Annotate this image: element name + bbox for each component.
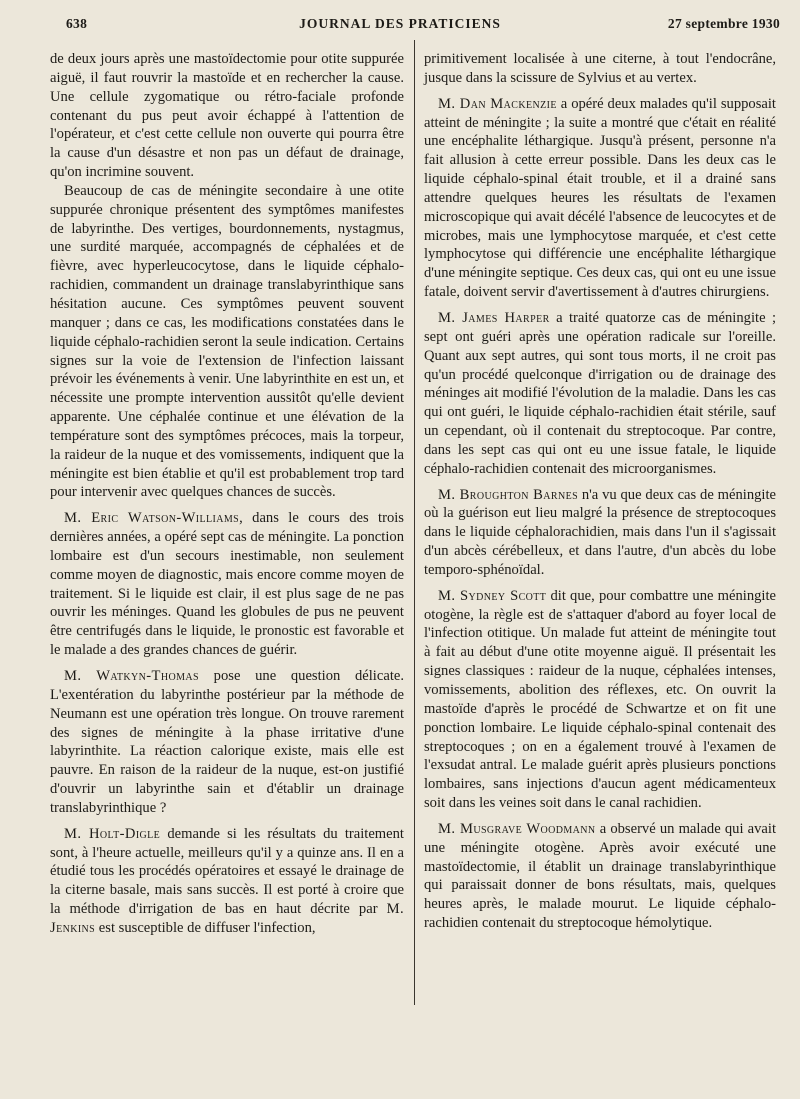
speaker-name: M. Eric Watson-Williams [64, 510, 240, 527]
paragraph-text: a traité quatorze cas de méningite ; sept ont guéri après une opération radicale sur l'oreille. Quant aux sept autres, qui sont tous morts, il ne croit pas qu'un procédé quelconque d'irrigation ou de drainage des méninges ait modifié l'évolution de la maladie. Dans les cas qui ont guéri, le liquide céphalo-rachidien était stérile, sauf un cependant, où il contenait du streptocoque. Par contre, dans les sept cas qui ont eu une issue fatale, le liquide céphalo-rachidien contenait des microorganismes. [424, 309, 777, 477]
paragraph-text: est susceptible de diffuser l'infection, [95, 919, 316, 936]
paragraph [424, 95, 776, 302]
speaker-name: M. Dan Mackenzie [438, 95, 557, 112]
paragraph [424, 50, 776, 88]
right-column [424, 50, 776, 933]
speaker-name: M. Broughton Barnes [438, 486, 579, 503]
paragraph-text: de deux jours après une mastoïdectomie pour otite suppurée aiguë, il faut rouvrir la mastoïde et en rechercher la cause. Une cellule zygomatique ou rétro-faciale profonde contenant du pus peut avoir échappé à l'attention de l'opérateur, et c'est cette cellule non ouverte qui pourra être la cause d'un désastre et non pas un défaut de drainage, qu'on incrimine souvent. [50, 51, 404, 181]
page-number: 638 [66, 16, 88, 31]
speaker-name: M. Watkyn-Thomas [64, 668, 199, 684]
paragraph [424, 309, 776, 479]
paragraph-text: primitivement localisée à une citerne, à tout l'endocrâne, jusque dans la scissure de Sylvius et au vertex. [424, 51, 776, 86]
paragraph-text: dit que, pour combattre une méningite otogène, la règle est de s'attaquer d'abord au foyer local de l'infection otitique. Un malade fut atteint de méningite tout à fait au début d'une otite moyenne aiguë. Il présentait les signes classiques : raideur de la nuque, céphalées intenses, vomissements, abolition des réflexes, etc. On ouvrit la mastoïde d'après le procédé de Schwartze et on fit une ponction lombaire. Le liquide céphalo-spinal contenait des streptocoques ; on en a également trouvé à l'examen de l'exsudat antral. Le malade guérit après plusieurs ponctions lombaires, sans injections d'aucun agent médicamenteux soit dans les veines soit dans le canal rachidien. [424, 587, 776, 812]
running-header [0, 16, 800, 38]
paragraph [50, 825, 404, 938]
issue-date: 27 septembre 1930 [667, 16, 780, 31]
journal-title: JOURNAL DES PRATICIENS [299, 16, 501, 31]
paragraph-text: n'a vu que deux cas de méningite où la guérison eut lieu malgré la présence de streptocoques dans le liquide céphalorachidien, mais dans l'un il s'agissait d'un abcès cérébelleux, et dans l'autre, d'un abcès du lobe temporo-sphénoïdal. [424, 486, 776, 578]
paragraph-text: pose une question délicate. L'exentération du labyrinthe postérieur par la méthode de Neumann est une opération très longue. On trouve rarement des signes de méningite à la phase irritative d'une labyrinthite. La réaction calorique existe, mais elle est pauvre. En raison de la raideur de la nuque, est-on justifié d'ouvrir un labyrinthe sain et d'établir un drainage translabyrinthique ? [50, 668, 405, 816]
paragraph [50, 509, 404, 660]
left-column [50, 50, 404, 938]
paragraph-text: Beaucoup de cas de méningite secondaire à une otite suppurée chronique présentent des symptômes manifestes de labyrinthe. Des vertiges, bourdonnements, nystagmus, une surdité marquée, accompagnés de céphalées et de fièvre, avec hyperleucocytose, dans le liquide céphalo-rachidien, commandent un drainage translabyrinthique sans hésitation aucune. Ces symptômes peuvent souvent manquer ; dans ce cas, les modifications constatées dans le liquide céphalo-rachidien seront la seule indication. Certains signes sur la voie de l'extension de l'infection laissant prévoir les événements à venir. Une labyrinthite en est un, et nécessite une prompte intervention aussitôt qu'elle devient apparente. Une céphalée continue et une élévation de la température sont des symptômes précoces, mais la torpeur, la raideur de la nuque et des vomissements, indiquent que la méningite est bien établie et qu'il est probablement trop tard pour intervenir avec quelques chances de succès. [50, 182, 404, 501]
paragraph-text: , dans le cours des trois dernières années, a opéré sept cas de méningite. La ponction lombaire est d'un secours inestimable, non seulement comme moyen de diagnostic, mais encore comme moyen de traitement. Si le liquide est clair, il est plus sage de ne pas ouvrir les méninges. Quand les globules de pus ne peuvent être centrifugés dans le liquide, le pronostic est favorable et le malade a des grandes chances de guérir. [50, 510, 404, 659]
paragraph [424, 587, 776, 813]
column-divider [414, 40, 415, 1005]
speaker-name: M. Sydney Scott [438, 587, 547, 604]
paragraph-text: a opéré deux malades qu'il supposait atteint de méningite ; la suite a montré que c'était en réalité une encéphalite léthargique. Jusqu'à présent, personne n'a fait allusion à cette erreur possible. Dans les deux cas le liquide céphalo-spinal était trouble, et il a drainé sans attendre quelques heures les résultats de l'examen microscopique qui avait décélé l'absence de leucocytes et de microbes, mais une lymphocytose marquée, et c'est cette lymphocytose qui différencie une encéphalite léthargique d'une méningite septique. Ces deux cas, qui ont eu une issue fatale, doivent servir d'avertissement à d'autres chirurgiens. [424, 95, 776, 301]
paragraph-text: demande si les résultats du traitement sont, à l'heure actuelle, meilleurs qu'il y a quinze ans. Il en a étudié tous les procédés opératoires et essayé le drainage de la citerne basale, mais sans succès. Il est porté à croire que la méthode d'irrigation de bas en haut décrite par [50, 825, 404, 918]
speaker-name: M. James Harper [438, 309, 550, 326]
speaker-name: M. Holt-Digle [64, 825, 161, 842]
speaker-name: M. Musgrave Woodmann [438, 820, 596, 837]
paragraph [50, 50, 404, 182]
paragraph [50, 182, 404, 502]
speaker-name: M. Jenkins [50, 901, 404, 936]
paragraph-text: a observé un malade qui avait une méningite otogène. Après avoir exécuté une mastoïdectomie, il établit un drainage translabyrinthique qui paraissait donner de bons résultats, mais, quelques heures après, le malade mourut. Le liquide céphalo-rachidien contenait du streptocoque hémolytique. [424, 820, 776, 932]
paragraph [424, 486, 776, 580]
paragraph [424, 820, 776, 933]
paragraph [50, 667, 404, 818]
